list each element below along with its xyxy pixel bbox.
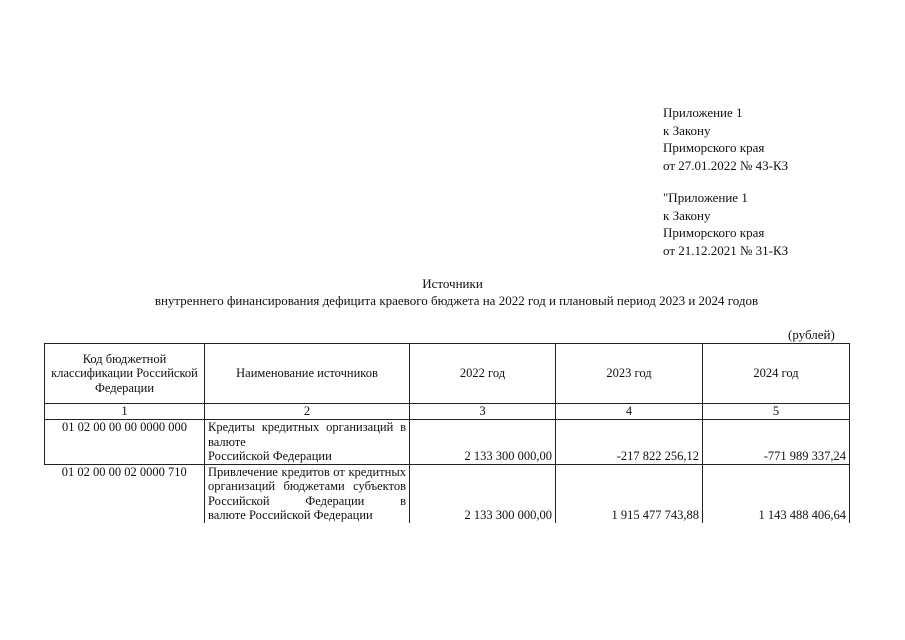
- appendix-line: Приложение 1: [663, 105, 743, 120]
- appendix-reference-current: [663, 104, 788, 174]
- row-name-line: Кредиты кредитных: [208, 420, 320, 434]
- row-code: 01 02 00 00 02 0000 710: [45, 464, 205, 523]
- column-number: 4: [556, 404, 703, 420]
- financing-sources-table: [44, 343, 850, 523]
- row-value-2023: 1 915 477 743,88: [556, 464, 703, 523]
- header-name: Наименование источников: [205, 344, 410, 404]
- row-name-line: валюте Российской Федерации: [208, 508, 373, 522]
- table-header-row: [45, 344, 850, 404]
- appendix-reference-original: [663, 189, 788, 259]
- column-number: 2: [205, 404, 410, 420]
- appendix-line: к Закону: [663, 122, 711, 138]
- row-value-2022: 2 133 300 000,00: [410, 420, 556, 465]
- header-code: Код бюджетной классификации Российской Федерации: [45, 344, 205, 404]
- table-row: [45, 464, 850, 523]
- document-title: Источники: [422, 276, 483, 291]
- appendix-line: от 27.01.2022 № 43-КЗ: [663, 157, 789, 173]
- row-name-line: Российской Федерации в: [208, 493, 406, 508]
- appendix-line: Приморского края: [663, 140, 765, 155]
- row-value-2024: 1 143 488 406,64: [703, 464, 850, 523]
- row-value-2023: -217 822 256,12: [556, 420, 703, 465]
- table-row: [45, 420, 850, 465]
- appendix-line: от 21.12.2021 № 31-КЗ: [663, 242, 789, 258]
- row-name-line: Российской Федерации: [208, 449, 332, 463]
- row-name: [205, 464, 410, 523]
- column-number-row: [45, 404, 850, 420]
- row-value-2022: 2 133 300 000,00: [410, 464, 556, 523]
- row-name-line: Привлечение кредитов от: [208, 464, 345, 479]
- header-2023: 2023 год: [556, 344, 703, 404]
- row-name: [205, 420, 410, 465]
- appendix-line: к Закону: [663, 207, 711, 223]
- appendix-line: "Приложение 1: [663, 190, 748, 205]
- column-number: 3: [410, 404, 556, 420]
- header-2022: 2022 год: [410, 344, 556, 404]
- column-number: 1: [45, 404, 205, 420]
- row-value-2024: -771 989 337,24: [703, 420, 850, 465]
- appendix-line: Приморского края: [663, 225, 765, 240]
- row-code: 01 02 00 00 00 0000 000: [45, 420, 205, 465]
- row-name-line: кредитных организаций: [208, 464, 406, 493]
- document-subtitle: внутреннего финансирования дефицита краевого бюджета на 2022 год и плановый период 2023 и 2024 годов: [154, 293, 759, 308]
- units-label: (рублей): [788, 327, 835, 342]
- column-number: 5: [703, 404, 850, 420]
- row-name-line: бюджетами субъектов: [283, 479, 407, 493]
- header-2024: 2024 год: [703, 344, 850, 404]
- row-name-line: организаций в валюте: [208, 420, 407, 449]
